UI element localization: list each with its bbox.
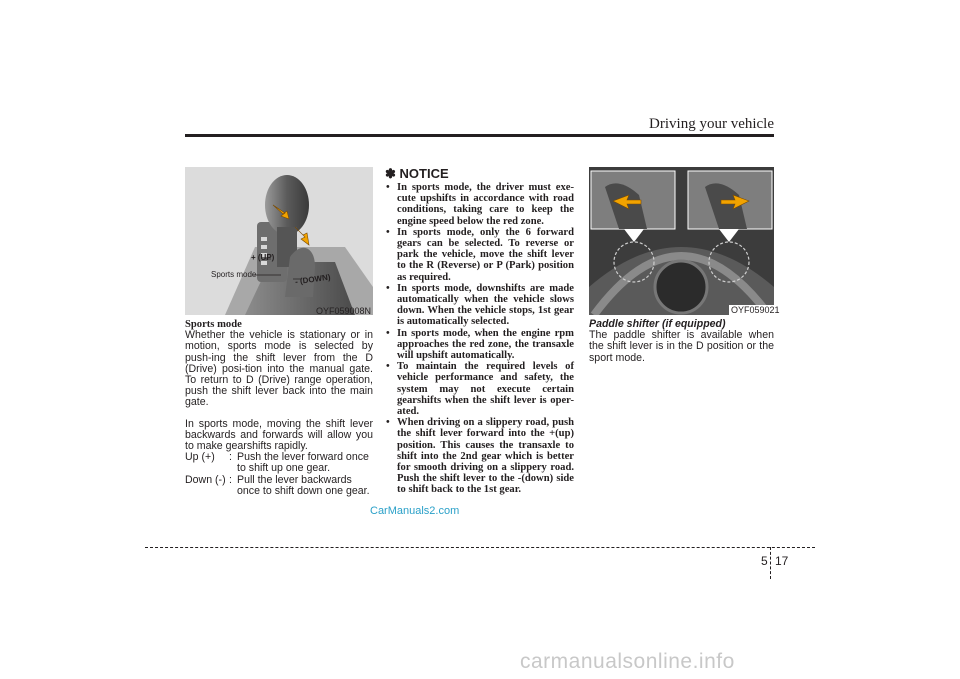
callout-down: - (DOWN): [294, 272, 332, 287]
notice-title: NOTICE: [399, 166, 449, 181]
callout-up: + (UP): [251, 253, 275, 262]
paddle-shifter-illustration: [589, 167, 774, 315]
notice-item: • In sports mode, the driver must exe-cute upshifts in accordance with road conditions, taking care to keep the engine speed below the red zone.: [385, 182, 574, 227]
definition-up-key: Up (+): [185, 451, 215, 464]
definition-separator: :: [229, 451, 232, 464]
page-number: 17: [775, 554, 789, 568]
footer-logo: carmanualsonline.info: [520, 650, 735, 673]
shift-lever-figure: [185, 167, 373, 315]
sports-mode-title: Sports mode: [185, 319, 242, 330]
definition-down-key: Down (-): [185, 473, 226, 486]
definition-down-value: Pull the lever backwards once to shift down one gear.: [237, 473, 370, 497]
right-column: [589, 319, 774, 364]
figure-code-left: OYF059008N: [315, 306, 371, 316]
definition-separator: :: [229, 473, 232, 486]
left-column: [185, 319, 373, 497]
footer-rule: [145, 547, 815, 548]
definition-up-value: Push the lever forward once to shift up one gear.: [237, 451, 369, 475]
shift-lever-illustration: [185, 167, 373, 315]
definition-up: [185, 452, 373, 474]
definition-down: [185, 475, 373, 497]
notice-item: • To maintain the required levels of vehicle performance and safety, the system may not execute certain gearshifts when the shift lever is oper-ated.: [385, 361, 574, 417]
notice-item: • In sports mode, only the 6 forward gears can be selected. To reverse or park the vehicle, move the shift lever to the R (Reverse) or P (Park) position as required.: [385, 227, 574, 283]
notice-box: [385, 166, 574, 496]
notice-symbol-icon: ✽: [385, 166, 396, 181]
notice-item: • When driving on a slippery road, push the shift lever forward into the +(up) position. This causes the transaxle to shift into the 2nd gear which is better for smooth driving on a slippery road. Push the shift lever to the -(down) side to shift back to the 1st gear.: [385, 417, 574, 495]
page-number-divider: [770, 547, 771, 579]
figure-code-right: OYF059021: [731, 305, 780, 315]
sports-mode-para-2: In sports mode, moving the shift lever backwards and forwards will allow you to make gearshifts rapidly.: [185, 417, 373, 453]
chapter-number: 5: [761, 554, 768, 568]
paddle-shifter-title: Paddle shifter (if equipped): [589, 318, 726, 330]
paddle-shifter-text: The paddle shifter is available when the shift lever is in the D position or the sport mode.: [589, 329, 774, 364]
header-rule: [185, 134, 774, 137]
page-header-title: Driving your vehicle: [649, 116, 774, 132]
sports-mode-para-1: Whether the vehicle is stationary or in motion, sports mode is selected by push-ing the shift lever from the D (Drive) posi-tion into the manual gate. To return to D (Drive) range operation, push the shift lever back into the main gate.: [185, 329, 373, 409]
callout-sports-mode: Sports mode: [211, 270, 257, 279]
notice-item: • In sports mode, downshifts are made automatically when the vehicle slows down. When the vehicle stops, 1st gear is automatically selected.: [385, 283, 574, 328]
notice-item: • In sports mode, when the engine rpm approaches the red zone, the transaxle will upshift automatically.: [385, 328, 574, 362]
paddle-shifter-figure: [589, 167, 780, 315]
notice-list: [385, 182, 574, 496]
notice-heading: [385, 166, 574, 182]
watermark-link[interactable]: CarManuals2.com: [370, 505, 460, 517]
